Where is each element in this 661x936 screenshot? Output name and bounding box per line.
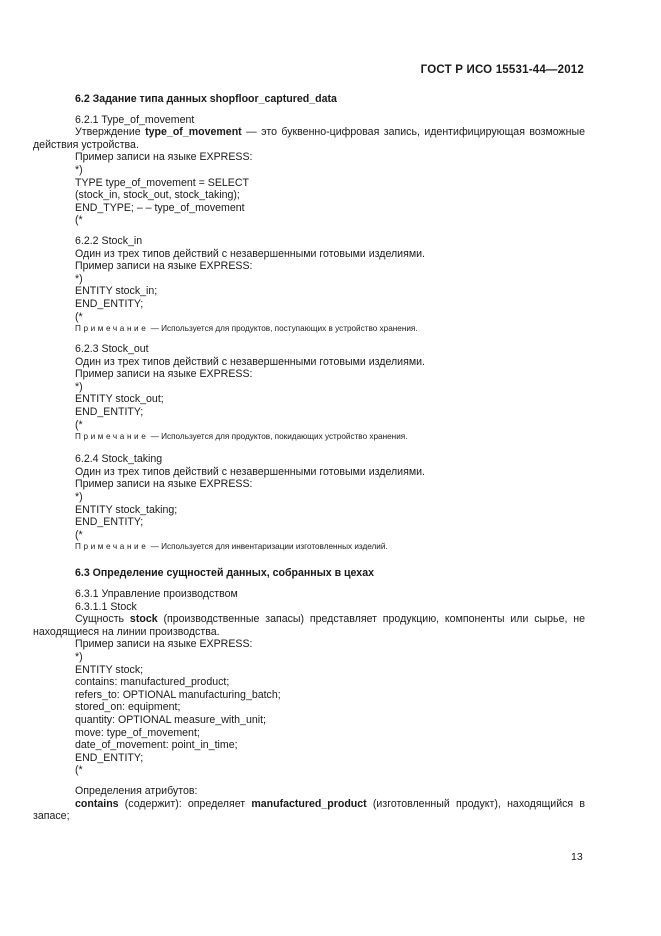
code-line: stored_on: equipment; xyxy=(75,701,181,714)
code-line: Пример записи на языке EXPRESS: xyxy=(75,260,253,273)
code-line: ENTITY stock_out; xyxy=(75,393,164,406)
subsection-6-2-1-title: 6.2.1 Type_of_movement xyxy=(75,113,195,126)
code-line: Один из трех типов действий с незавершенными готовыми изделиями. xyxy=(75,247,425,260)
code-line: Пример записи на языке EXPRESS: xyxy=(75,478,253,491)
type-of-movement-definition: Утверждение type_of_movement — это буквенно-цифровая запись, идентифицирующая возможные действия устройства. xyxy=(33,126,585,151)
subsection-6-2-3-title: 6.2.3 Stock_out xyxy=(75,343,149,356)
code-line: (* xyxy=(75,214,83,227)
subsection-6-2-2-title: 6.2.2 Stock_in xyxy=(75,234,143,247)
code-line: (* xyxy=(75,764,83,777)
code-line: ENTITY stock_taking; xyxy=(75,503,178,516)
code-block-6-2-3 xyxy=(33,356,585,432)
code-line: quantity: OPTIONAL measure_with_unit; xyxy=(75,713,266,726)
note-6-2-2: Примечание — Используется для продуктов, поступающих в устройство хранения. xyxy=(75,324,418,334)
code-line: *) xyxy=(75,380,83,393)
code-block-6-3-1-1 xyxy=(33,638,585,777)
page-content xyxy=(33,93,585,823)
code-line: END_ENTITY; xyxy=(75,516,144,529)
code-block-6-2-1 xyxy=(33,151,585,227)
code-line: END_TYPE; – – type_of_movement xyxy=(75,201,245,214)
page-number: 13 xyxy=(571,851,583,863)
stock-definition: Сущность stock (производственные запасы) представляет продукцию, компоненты или сырье, не находящиеся на линии производства. xyxy=(33,613,585,638)
code-line: ENTITY stock; xyxy=(75,663,144,676)
code-line: move: type_of_movement; xyxy=(75,726,200,739)
code-line: *) xyxy=(75,163,83,176)
section-6-3-title: 6.3 Определение сущностей данных, собранных в цехах xyxy=(75,567,374,580)
code-line: END_ENTITY; xyxy=(75,751,144,764)
code-line: *) xyxy=(75,650,83,663)
code-line: date_of_movement: point_in_time; xyxy=(75,739,238,752)
code-line: END_ENTITY; xyxy=(75,406,144,419)
code-line: (* xyxy=(75,418,83,431)
code-line: Пример записи на языке EXPRESS: xyxy=(75,151,253,164)
code-line: (* xyxy=(75,528,83,541)
code-line: refers_to: OPTIONAL manufacturing_batch; xyxy=(75,688,281,701)
code-line: TYPE type_of_movement = SELECT xyxy=(75,176,249,189)
code-line: (stock_in, stock_out, stock_taking); xyxy=(75,189,240,202)
code-line: Один из трех типов действий с незавершенными готовыми изделиями. xyxy=(75,465,425,478)
attribute-contains-definition: contains (содержит): определяет manufactured_product (изготовленный продукт), находящийся в запасе; xyxy=(33,797,586,823)
subsection-6-2-4-title: 6.2.4 Stock_taking xyxy=(75,453,163,466)
code-line: contains: manufactured_product; xyxy=(75,676,230,689)
subsection-6-3-1-title: 6.3.1 Управление производством xyxy=(75,588,238,600)
code-block-6-2-4 xyxy=(33,466,585,542)
note-6-2-3: Примечание — Используется для продуктов, покидающих устройство хранения. xyxy=(75,432,408,442)
code-line: ENTITY stock_in; xyxy=(75,285,158,298)
note-6-2-4: Примечание — Используется для инвентаризации изготовленных изделий. xyxy=(75,542,388,552)
code-line: *) xyxy=(75,272,83,285)
code-line: Пример записи на языке EXPRESS: xyxy=(75,638,253,651)
standard-header: ГОСТ Р ИСО 15531-44—2012 xyxy=(420,64,584,76)
code-line: Пример записи на языке EXPRESS: xyxy=(75,368,253,381)
code-line: (* xyxy=(75,310,83,323)
code-line: Один из трех типов действий с незавершенными готовыми изделиями. xyxy=(75,355,425,368)
subsection-6-3-1-1-title: 6.3.1.1 Stock xyxy=(75,600,137,613)
section-6-2-title: 6.2 Задание типа данных shopfloor_captured_data xyxy=(75,93,337,105)
code-line: END_ENTITY; xyxy=(75,297,144,310)
attributes-heading: Определения атрибутов: xyxy=(75,784,198,797)
code-line: *) xyxy=(75,491,83,504)
code-block-6-2-2 xyxy=(33,248,585,324)
